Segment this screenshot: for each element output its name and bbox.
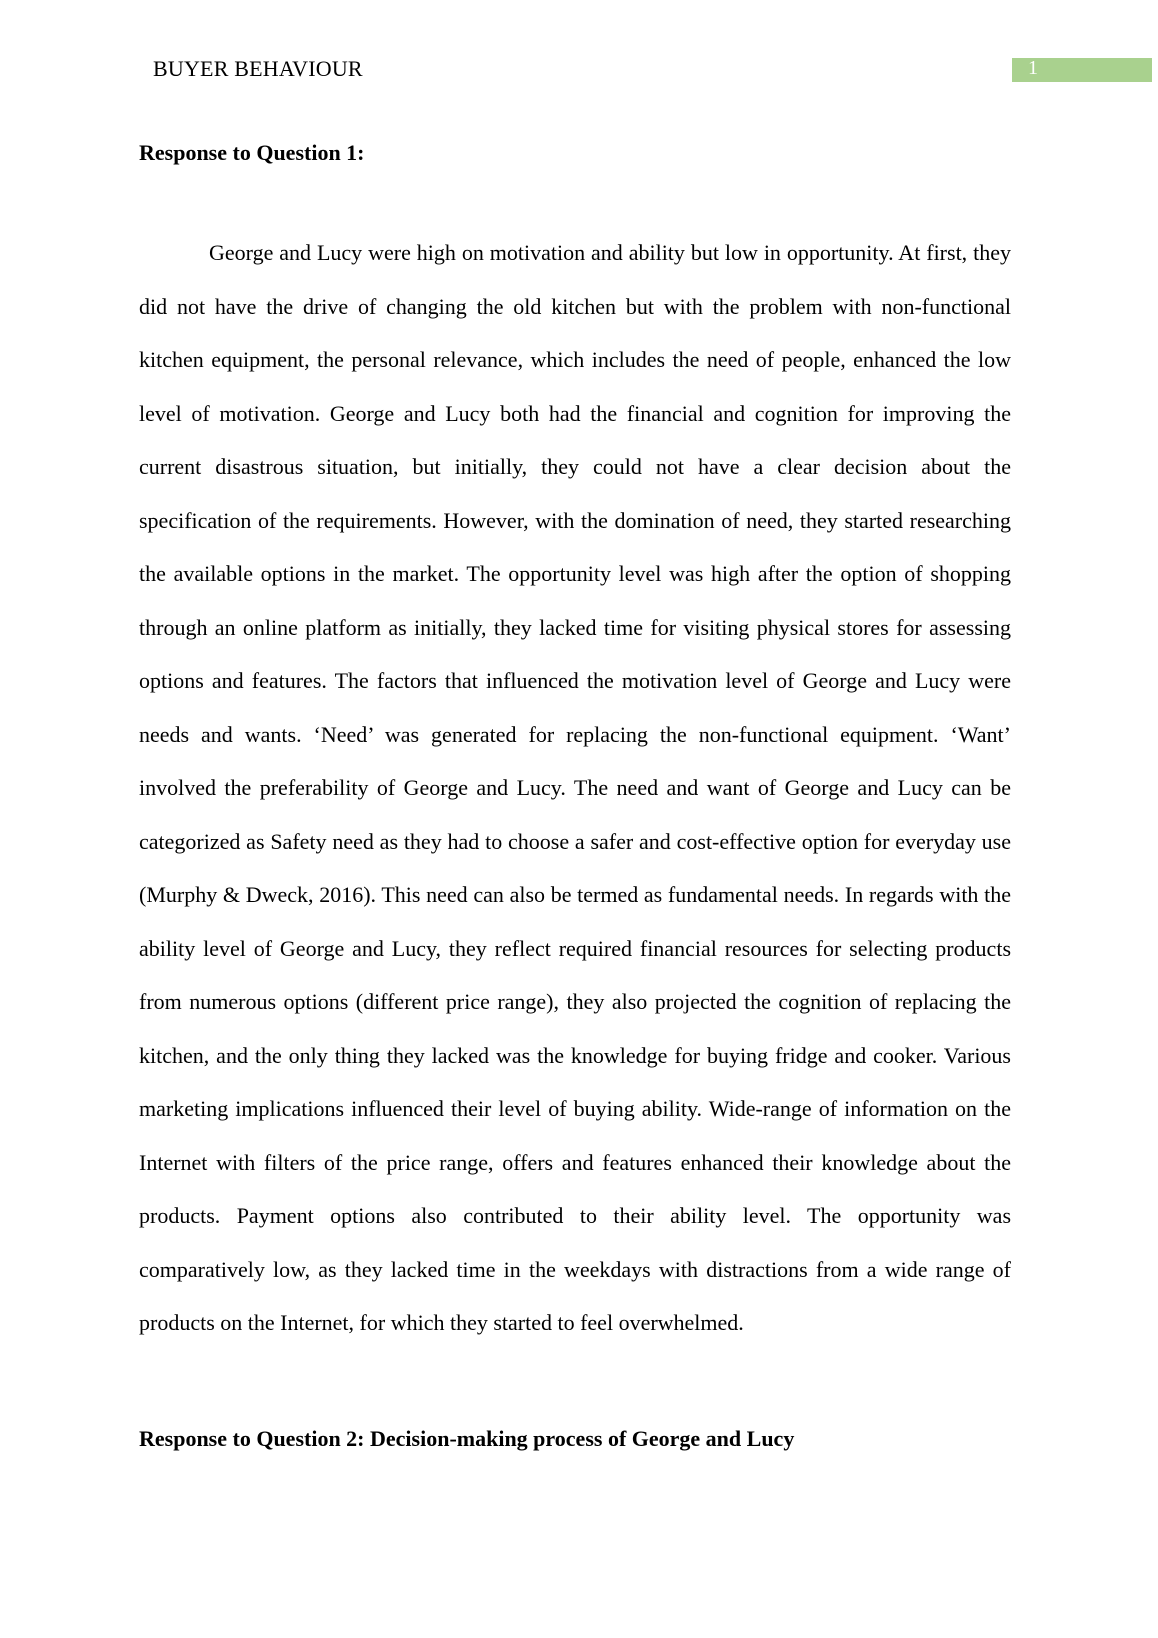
running-head: BUYER BEHAVIOUR (153, 56, 363, 81)
section-heading-question-2: Response to Question 2: Decision-making process of George and Lucy (139, 1426, 795, 1451)
page-number-bar (1012, 58, 1152, 82)
body-paragraph: George and Lucy were high on motivation and ability but low in opportunity. At first, they did not have the drive of changing the old kitchen but with the problem with non-functional kitchen equipment, the personal relevance, which includes the need of people, enhanced the low level of motivation. George and Lucy both had the financial and cognition for improving the current disastrous situation, but initially, they could not have a clear decision about the specification of the requirements. However, with the domination of need, they started researching the available options in the market. The opportunity level was high after the option of shopping through an online platform as initially, they lacked time for visiting physical stores for assessing options and features. The factors that influenced the motivation level of George and Lucy were needs and wants. ‘Need’ was generated for replacing the non-functional equipment. ‘Want’ involved the preferability of George and Lucy. The need and want of George and Lucy can be categorized as Safety need as they had to choose a safer and cost-effective option for everyday use (Murphy & Dweck, 2016). This need can also be termed as fundamental needs. In regards with the ability level of George and Lucy, they reflect required financial resources for selecting products from numerous options (different price range), they also projected the cognition of replacing the kitchen, and the only thing they lacked was the knowledge for buying fridge and cooker. Various marketing implications influenced their level of buying ability. Wide-range of information on the Internet with filters of the price range, offers and features enhanced their knowledge about the products. Payment options also contributed to their ability level. The opportunity was comparatively low, as they lacked time in the weekdays with distractions from a wide range of products on the Internet, for which they started to feel overwhelmed. (139, 240, 1011, 1335)
section-heading-question-1: Response to Question 1: (139, 140, 365, 165)
page-number: 1 (1028, 57, 1038, 79)
